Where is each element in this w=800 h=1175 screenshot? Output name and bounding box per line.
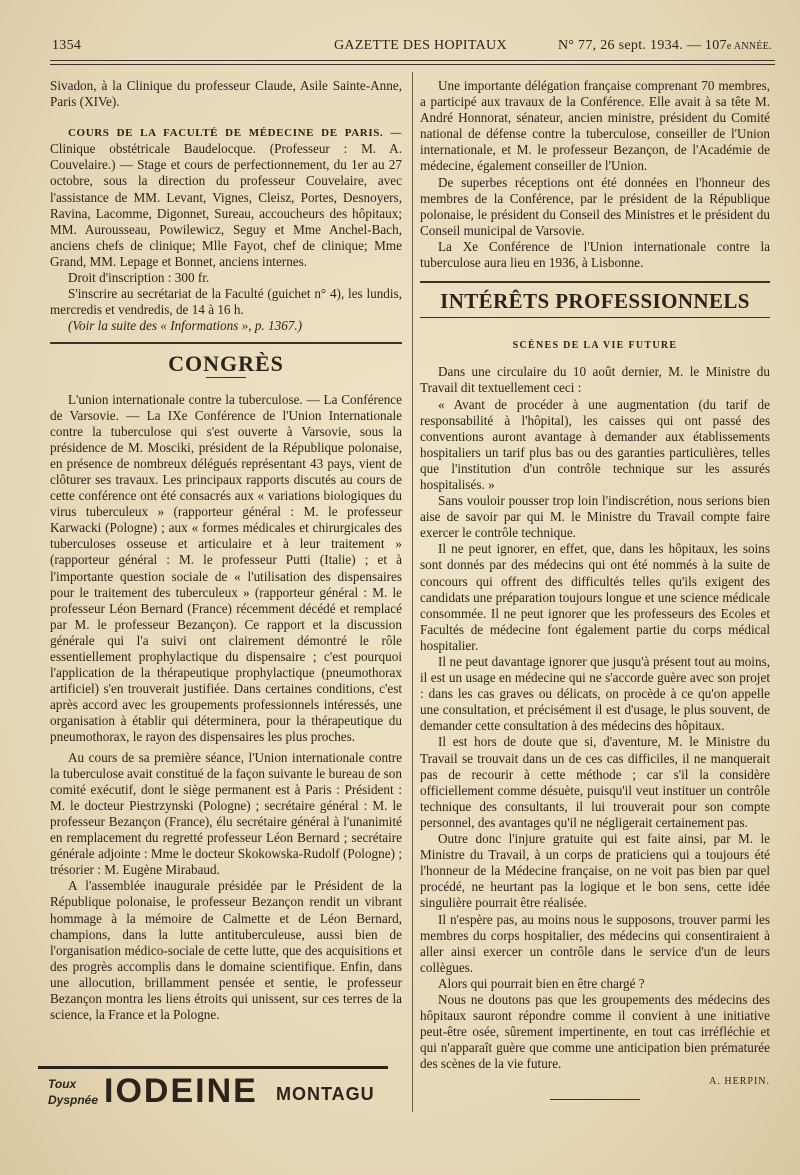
end-rule xyxy=(550,1099,640,1100)
congres-paragraph-3: A l'assemblée inaugurale présidée par le Président de la République polonaise, le professeur Bezançon rendit un vibrant hommage à la mémoire de Calmette et de Léon Bernard, champions, dans la lutte antituberculeuse, aussi bien de l'organisation médico-sociale de cette lutte, que des acquisitions et des progrès accomplis dans le domaine scientifique. Enfin, dans une allocution, brillamment pensée et sentie, le professeur Bezançon montra les liens étroits qui unissent, sur ces terres de la science, la France et la Pologne. xyxy=(50,878,402,1023)
right-column xyxy=(420,78,770,1100)
scenes-quote: « Avant de procéder à une augmentation (du tarif de responsabilité à l'hôpital), les caisses qui ont passé des conventions auront avantage à demander aux établissements hospitaliers un tarif plus bas ou des garanties particulières, telles que l'institution d'un contrôle technique sur les assurés hospitalisés. » xyxy=(420,396,770,492)
author-signature: A. HERPIN. xyxy=(709,1076,770,1088)
receptions-paragraph: De superbes réceptions ont été données en l'honneur des membres de la Conférence, par le président de la République polonaise, le président du Conseil des Ministres et le président du Conseil municipal de Varsovie. xyxy=(420,174,770,238)
scenes-paragraph-5: Il ne peut davantage ignorer que jusqu'à présent tout au moins, il est un usage en médecine qui ne s'accorde guère avec son projet : dans les cas graves ou délicats, on procède à ce qu'on appelle une consultation, et précisément il est d'usage, le plus souvent, de demander cette consultation à des médecins des hôpitaux. xyxy=(420,654,770,734)
left-column xyxy=(50,78,402,1023)
header-rule-2 xyxy=(50,64,775,65)
next-conference-paragraph: La Xe Conférence de l'Union internationale contre la tuberculose aura lieu en 1936, à Lisbonne. xyxy=(420,238,770,271)
scenes-paragraph-6: Il est hors de doute que si, d'aventure, M. le Ministre du Travail se trouvait dans un de ces cas difficiles, il ne manquerait pas de recourir à cette méthode ; car s'il la considère officiellement comme désuète, puisqu'il veut instituer un contrôle technique des consultants, il lui trouverait pour son compte personnel, des avantages qu'il ne négligerait certainement pas. xyxy=(420,734,770,830)
paragraph-sivadon: Sivadon, à la Clinique du professeur Claude, Asile Sainte-Anne, Paris (XIVe). xyxy=(50,78,402,110)
scenes-paragraph-8: Il n'espère pas, au moins nous le supposons, trouver parmi les membres du corps hospitalier, des médecins qui consentiraient à aller ainsi exercer un contrôle dans le service d'un de leurs collègues. xyxy=(420,911,770,975)
faculty-course-paragraph: COURS DE LA FACULTÉ DE MÉDECINE DE PARIS. — Clinique obstétricale Baudelocque. (Professeur : M. A. Couvelaire.) — Stage et cours de perfectionnement, du 1er au 27 octobre, sous la direction du professeur Couvelaire, avec l'assistance de MM. Levant, Vignes, Cleisz, Portes, Desnoyers, Ravina, Lacomme, Digonnet, Sureau, accoucheurs des hôpitaux; MM. Aurousseau, Powilewicz, Seguy et Mme Anchel-Bach, anciens chefs de clinique; Mlle Fayot, chef de clinique; Mme Grand, MM. Lepage et Bonnet, anciens internes. xyxy=(50,127,402,269)
congres-paragraph-1: L'union internationale contre la tuberculose. — La Conférence de Varsovie. — La IXe Conférence de l'Union Internationale contre la tuberculose qui s'est ouverte à Varsovie, sous la présidence de M. Mosciki, président de la République polonaise, en présence de nombreux délégués représentant 43 pays, vient de clôturer ses travaux. Les principaux rapports discutés au cours de cette conférence ont été consacrés aux « variations biologiques du virus tuberculeux » (rapporteur général : M. le professeur Karwacki (Pologne) ; aux « formes médicales et chirurgicales des tuberculoses osseuse et articulaire et à leur traitement » (rapporteur général : M. le professeur Putti (Italie) ; et à l'importante question sociale de « l'utilisation des dispensaires pour le traitement des tuberculeux » (rapporteur général : M. le professeur Léon Bernard (France) récemment décédé et remplacé par M. le professeur Bezançon). Ce rapport et la discussion générale qui l'a suivi ont clairement démontré le rôle essentiellement prophylactique du dispensaire ; c'est pourquoi l'application de la thérapeutique prophylactique (pneumothorax artificiel) s'en trouverait justifiée. Dans certaines conditions, c'est après accord avec les groupements professionnels intéressés, une organisation à établir qui déterminera, pour la thérapeutique du pneumothorax, le rayon des dispensaires les plus proches. xyxy=(50,391,402,745)
interets-heading: INTÉRÊTS PROFESSIONNELS xyxy=(440,289,750,314)
advert-brand: IODEINE xyxy=(104,1072,258,1110)
scenes-paragraph-9: Alors qui pourrait bien en être chargé ? xyxy=(438,975,645,991)
scenes-paragraph-7: Outre donc l'injure gratuite qui est faite ainsi, par M. le Ministre du Travail, à un corps de praticiens qui a toujours été l'honneur de la Médecine française, on ne voit pas bien par quel procédé, ne heurtant pas la logique et le bon sens, cette idée singulière pourrait être réalisée. xyxy=(420,831,770,911)
advert-indications: Toux Dyspnée xyxy=(48,1077,99,1107)
page-number: 1354 xyxy=(52,38,82,53)
advertisement-iodeine xyxy=(38,1072,388,1128)
see-more-link[interactable]: (Voir la suite des « Informations », p. 1367.) xyxy=(68,318,303,334)
scenes-paragraph-3: Sans vouloir pousser trop loin l'indiscrétion, nous serions bien aise de savoir par qui M. le Ministre du Travail compte faire exercer le contrôle technique. xyxy=(420,493,770,541)
scenes-subheading: SCÈNES DE LA VIE FUTURE xyxy=(512,340,678,352)
advert-rule xyxy=(38,1066,388,1069)
journal-title: GAZETTE DES HOPITAUX xyxy=(334,38,507,53)
advert-maker: MONTAGU xyxy=(276,1084,375,1104)
congres-paragraph-2: Au cours de sa première séance, l'Union internationale contre la tuberculose avait constitué de la façon suivante le bureau de son comité exécutif, dont le siège permanent est à Paris : Président : M. le docteur Piestrzynski (Pologne) ; secrétaire général : M. le professeur Bezançon (France), élu secrétaire général à l'unanimité en remplacement du regretté professeur Léon Bernard ; secrétaire générale adjointe : Mme le docteur Skokowska-Rudolf (Pologne) ; trésorier : M. Eugène Mirabaud. xyxy=(50,749,402,878)
delegation-paragraph: Une importante délégation française comprenant 70 membres, a participé aux travaux de la Conférence. Elle avait à sa tête M. André Honnorat, sénateur, ancien ministre, président du Comité national de défense contre la tuberculose, conseiller de l'Union internationale, et M. le professeur Bezançon, de l'Académie de médecine, également conseiller de l'Union. xyxy=(420,78,770,174)
header-rule xyxy=(50,60,775,61)
congres-heading: CONGRÈS xyxy=(168,351,284,377)
page-header xyxy=(52,38,772,62)
scenes-paragraph-1: Dans une circulaire du 10 août dernier, M. le Ministre du Travail dit textuellement ceci : xyxy=(420,364,770,396)
scenes-paragraph-4: Il ne peut ignorer, en effet, que, dans les hôpitaux, les soins sont donnés par des médecins qui ont été nommés à la suite de concours qui offrent des difficultés telles qu'ils exigent des candidats une préparation toujours longue et une science médicale consommée. Il ne peut ignorer que les professeurs des Ecoles et Facultés de médecine font également partie du corps médical hospitalier. xyxy=(420,541,770,653)
paragraph-registration: S'inscrire au secrétariat de la Faculté (guichet n° 4), les lundis, mercredis et vendredis, de 14 à 16 h. xyxy=(50,286,402,318)
paragraph-fee: Droit d'inscription : 300 fr. xyxy=(68,270,210,286)
column-divider xyxy=(412,72,413,1112)
scenes-paragraph-10: Nous ne doutons pas que les groupements des médecins des hôpitaux sauront répondre comme il convient à une initiative peut-être osée, sûrement impertinente, en tout cas irréfléchie et qui n'apparaît guère que comme une anticipation bien prématurée des scènes de la vie future. xyxy=(420,991,770,1072)
issue-info: N° 77, 26 sept. 1934. — 107e ANNÉE. xyxy=(557,38,772,53)
